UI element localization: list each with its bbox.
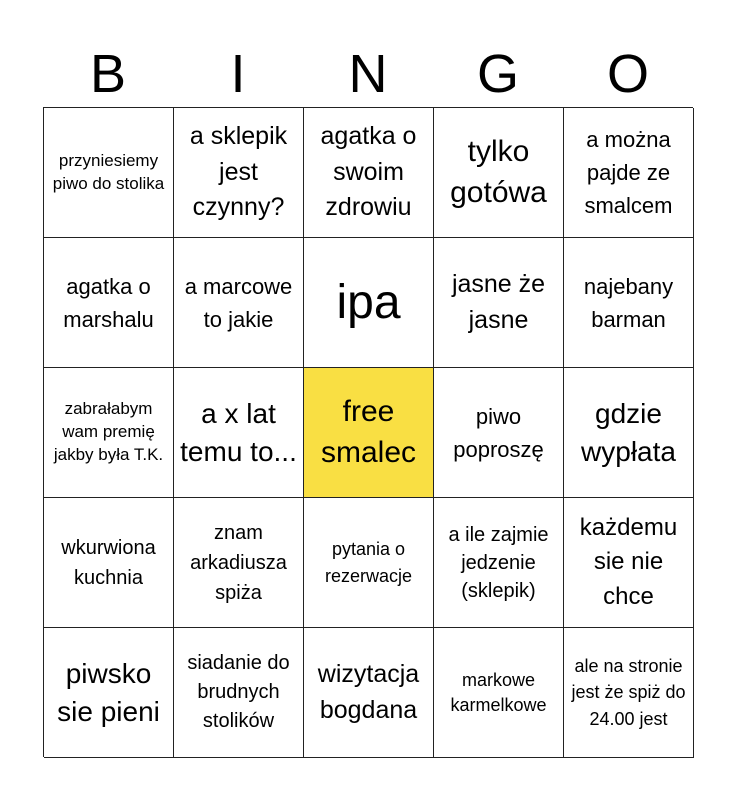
- bingo-cell-r1-c2[interactable]: [174, 108, 304, 238]
- cell-text: pytania o rezerwacje: [324, 539, 413, 586]
- cell-text: wizytacja bogdana: [317, 660, 420, 724]
- bingo-cell-r5-c2[interactable]: [174, 628, 304, 758]
- bingo-cell-r5-c4[interactable]: [434, 628, 564, 758]
- bingo-cell-r3-c1[interactable]: [44, 368, 174, 498]
- bingo-cell-r1-c3[interactable]: [304, 108, 434, 238]
- bingo-cell-r1-c4[interactable]: [434, 108, 564, 238]
- bingo-cell-r3-c2[interactable]: [174, 368, 304, 498]
- bingo-cell-r4-c2[interactable]: [174, 498, 304, 628]
- cell-text: a x lat temu to...: [180, 397, 297, 467]
- cell-text: a można pajde ze smalcem: [584, 127, 673, 218]
- bingo-cell-r5-c3[interactable]: [304, 628, 434, 758]
- cell-text: zabrałabym wam premię jakby była T.K.: [53, 399, 164, 464]
- bingo-cell-r2-c1[interactable]: [44, 238, 174, 368]
- bingo-cell-r3-c4[interactable]: [434, 368, 564, 498]
- bingo-cell-r4-c1[interactable]: [44, 498, 174, 628]
- cell-text: każdemu sie nie chce: [579, 514, 678, 610]
- cell-text: agatka o marshalu: [63, 273, 154, 332]
- bingo-cell-r1-c1[interactable]: [44, 108, 174, 238]
- cell-text: jasne że jasne: [451, 270, 546, 334]
- header-letter-g: G: [476, 44, 519, 104]
- bingo-header: [43, 40, 693, 108]
- bingo-cell-r1-c5[interactable]: [564, 108, 694, 238]
- cell-text: markowe karmelkowe: [450, 670, 547, 715]
- cell-text: ale na stronie jest że spiż do 24.00 jest: [571, 656, 686, 729]
- cell-text: wkurwiona kuchnia: [61, 536, 156, 589]
- bingo-cell-r2-c3[interactable]: [304, 238, 434, 368]
- cell-text: piwo poproszę: [453, 403, 544, 462]
- cell-text: siadanie do brudnych stolików: [187, 652, 290, 732]
- bingo-cell-r2-c5[interactable]: [564, 238, 694, 368]
- cell-text: tylko gotówa: [450, 135, 547, 209]
- cell-text: a sklepik jest czynny?: [189, 122, 288, 222]
- cell-text: free smalec: [320, 395, 417, 469]
- bingo-cell-r3-c5[interactable]: [564, 368, 694, 498]
- cell-text: agatka o swoim zdrowiu: [320, 122, 417, 222]
- cell-text: a marcowe to jakie: [184, 273, 293, 332]
- cell-text: znam arkadiusza spiża: [190, 521, 287, 604]
- bingo-cell-r2-c2[interactable]: [174, 238, 304, 368]
- cell-text: najebany barman: [583, 273, 674, 332]
- cell-text: ipa: [336, 275, 401, 329]
- bingo-cell-free-space[interactable]: [304, 368, 434, 498]
- header-letter-o: O: [606, 44, 649, 104]
- cell-text: piwsko sie pieni: [57, 657, 160, 727]
- cell-text: a ile zajmie jedzenie (sklepik): [448, 523, 549, 602]
- bingo-cell-r4-c4[interactable]: [434, 498, 564, 628]
- cell-text: gdzie wypłata: [581, 397, 676, 467]
- bingo-cell-r4-c5[interactable]: [564, 498, 694, 628]
- bingo-cell-r2-c4[interactable]: [434, 238, 564, 368]
- bingo-cell-r5-c5[interactable]: [564, 628, 694, 758]
- bingo-cell-r4-c3[interactable]: [304, 498, 434, 628]
- cell-text: przyniesiemy piwo do stolika: [52, 150, 165, 193]
- header-letter-i: I: [230, 44, 246, 104]
- bingo-board: [43, 107, 693, 757]
- bingo-cell-r5-c1[interactable]: [44, 628, 174, 758]
- header-letter-n: N: [348, 44, 388, 104]
- header-letter-b: B: [89, 44, 127, 104]
